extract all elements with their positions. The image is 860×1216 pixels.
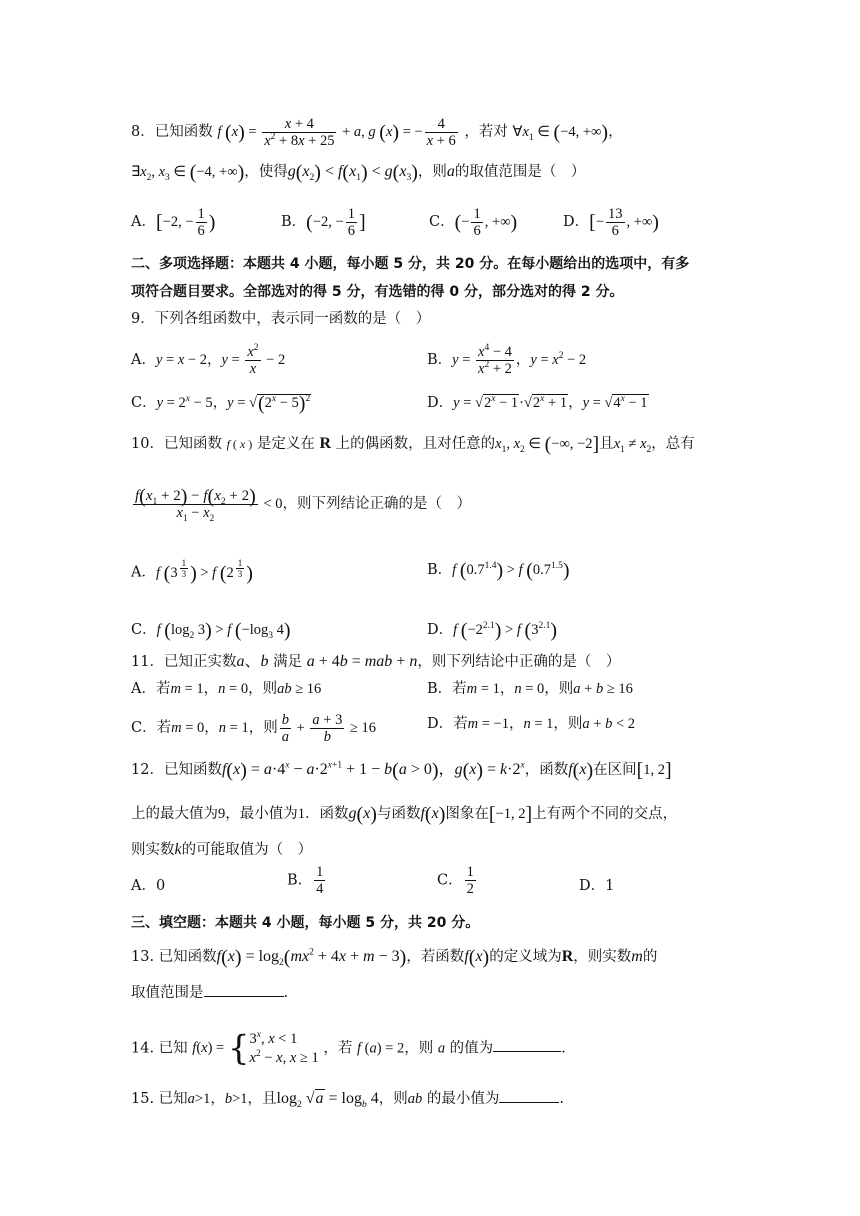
question-12-line-1: 12．已知函数$f(x) = a\cdot 4^x - a\cdot 2^{x+1} + 1 - b(a > 0)$，$g(x) = k\cdot 2^x$，函数f(x)在区间[1, 2] xyxy=(131,759,672,782)
question-9-options-row-1 xyxy=(131,334,731,377)
question-10-line-2: $\frac{f(x_1 + 2) - f(x_2 + 2)}{x_1 - x_2}$ < 0，则下列结论正确的是（ ） xyxy=(135,485,471,524)
q8-option-b[interactable]: B．(−2, − $\frac{1}{6}$ ] xyxy=(281,206,366,239)
question-8-line-2: $\exists x_2$, $x_3$ ∈ (−4, +∞)，使得$g(x_2) < f(x_1) < g(x_3)$，则a的取值范围是（ ） xyxy=(131,161,586,184)
q9-option-d[interactable]: D．$y = √2^x - 1\cdot√2^x + 1$，$y = √4^x - 1$ xyxy=(427,394,648,411)
q8-function-f: f (x) = $\frac{x + 4}{x^2 + 8x + 25}$ + a, g (x) = − $\frac{4}{x + 6}$ xyxy=(217,116,456,149)
q11-option-c[interactable]: C．若m = 0，n = 1，则 $\frac{b}{a}$ + $\frac{a + 3}{b}$ ≥ 16 xyxy=(131,712,377,745)
q8-option-c[interactable]: C．(− $\frac{1}{6}$ , +∞) xyxy=(429,206,518,239)
q9-option-c[interactable]: C．$y = 2^x - 5$，$y = √(2^x - 5)^2$ xyxy=(131,392,311,415)
q10-option-d[interactable]: D．f $(-2^{2.1}) > f$ $(3^{2.1})$ xyxy=(427,619,558,642)
question-8-line-1: 8．已知函数 f (x) = $\frac{x + 4}{x^2 + 8x + 25}$ + a, g (x) = − $\frac{4}{x + 6}$ ，若对 $\forall x_1$ ∈ (−4, +∞)， xyxy=(131,116,623,149)
q10-option-a[interactable]: A．f (3 $^{\frac{1}{3}}$ ) > f (2 $^{\frac{1}{3}}$ ) xyxy=(131,558,253,585)
question-15: 15. 已知a>1，b>1，且$\log_2 √a = \log_b 4$，则ab 的最小值为 . xyxy=(131,1090,564,1111)
section-3-header: 三、填空题：本题共 4 小题，每小题 5 分，共 20 分。 xyxy=(131,915,480,931)
question-12-line-2: 上的最大值为9，最小值为1．函数g(x)与函数f(x)图象在[−1, 2]上有两个不同的交点， xyxy=(131,803,678,826)
q9-option-a[interactable]: A．y = x − 2，y = $\frac{x^2}{x}$ − 2 xyxy=(131,343,286,377)
q12-option-b[interactable]: B． $\frac{1}{4}$ xyxy=(287,864,324,897)
section-2-header-line-2: 项符合题目要求。全部选对的得 5 分，有选错的得 0 分，部分选对的得 2 分。 xyxy=(131,284,624,300)
q10-option-c[interactable]: C．f ($\log_2$ 3) > f ($-\log_3$ 4) xyxy=(131,619,291,642)
q8-option-d[interactable]: D．[− $\frac{13}{6}$ , +∞) xyxy=(563,206,659,239)
question-13-line-1: 13. 已知函数$f(x) = \log_2(mx^2 + 4x + m - 3)$，若函数f(x)的定义域为R，则实数m的 xyxy=(131,946,658,969)
q15-answer-blank[interactable] xyxy=(499,1088,559,1103)
q9-option-b[interactable]: B．y = $\frac{x^4 - 4}{x^2 + 2}$ ，$y = x^2 - 2$ xyxy=(427,343,587,377)
question-12-line-3: 则实数k的可能取值为（ ） xyxy=(131,841,313,858)
question-13-line-2: 取值范围是 . xyxy=(131,982,731,1003)
q11-option-a[interactable]: A．若m = 1，n = 0，则ab ≥ 16 xyxy=(131,681,322,697)
q8-option-a[interactable]: A．[−2, − $\frac{1}{6}$ ) xyxy=(131,206,216,239)
question-11-options-row-2 xyxy=(131,700,731,745)
q12-option-a[interactable]: A．0 xyxy=(131,878,166,894)
section-2-header-line-1: 二、多项选择题：本题共 4 小题，每小题 5 分，共 20 分。在每小题给出的选项中，有多 xyxy=(131,256,690,272)
question-9-stem: 9．下列各组函数中，表示同一函数的是（ ） xyxy=(131,311,431,327)
q11-option-b[interactable]: B．若m = 1，n = 0，则a + b ≥ 16 xyxy=(427,681,633,697)
question-9-options-row-2 xyxy=(131,381,731,421)
question-14: 14. 已知 f(x) = { 3$^x$, x < 1 $x^2 - x$, x ≥ 1 ，若 f (a) = 2，则 a 的值为 . xyxy=(131,1029,566,1069)
question-11-stem: 11．已知正实数a、b 满足 a + 4b = mab + n，则下列结论中正确的是（ ） xyxy=(131,653,621,670)
question-10-line-1: 10．已知函数 f ( x ) 是定义在 R 上的偶函数，且对任意的$x_1$, $x_2$ ∈ (−∞, −2]且$x_1 \ne x_2$，总有 xyxy=(131,433,695,456)
question-10-options-row-2 xyxy=(131,608,731,648)
q11-option-d[interactable]: D．若m = −1，n = 1，则a + b < 2 xyxy=(427,716,636,732)
question-12-options xyxy=(131,864,731,904)
q14-answer-blank[interactable] xyxy=(493,1037,561,1052)
q12-option-c[interactable]: C． $\frac{1}{2}$ xyxy=(437,864,474,897)
question-10-options-row-1 xyxy=(131,548,731,588)
q13-answer-blank[interactable] xyxy=(204,982,284,997)
q10-option-b[interactable]: B．f $(0.7^{1.4}) > f$ $(0.7^{1.5})$ xyxy=(427,559,570,582)
q12-option-d[interactable]: D．1 xyxy=(579,878,615,894)
question-8-options xyxy=(131,198,731,238)
